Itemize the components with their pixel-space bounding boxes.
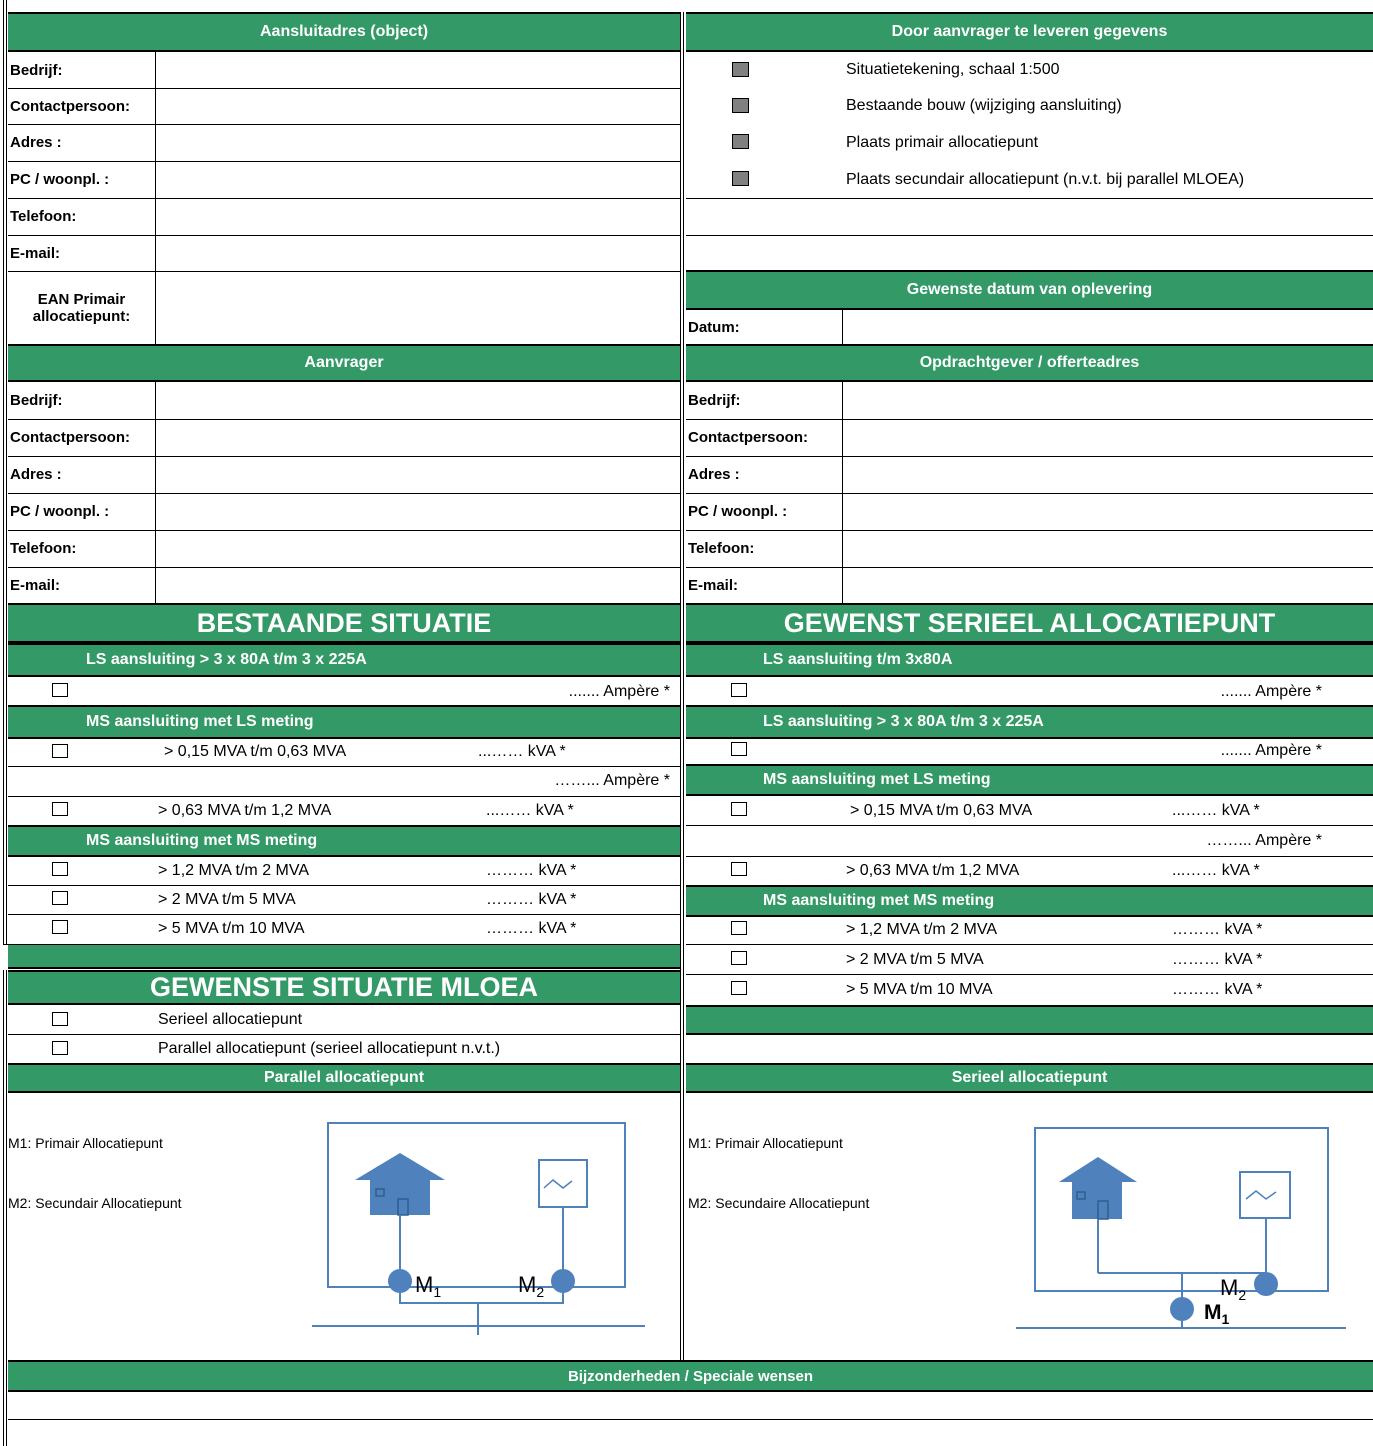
aansluitadres-header-text: Aansluitadres (object): [259, 23, 429, 40]
house-icon: [355, 1153, 445, 1215]
leveren-header-text: Door aanvrager te leveren gegevens: [891, 23, 1168, 40]
aansluitadres-adres-field[interactable]: [156, 124, 680, 161]
gewenst-ls80-header-text: LS aansluiting t/m 3x80A: [763, 651, 953, 668]
leveren-item-4: Plaats secundair allocatiepunt (n.v.t. bij parallel MLOEA): [846, 170, 1245, 188]
aansluitadres-label-bedrijf: Bedrijf:: [10, 61, 63, 79]
aanvrager-label-bedrijf: Bedrijf:: [10, 392, 63, 409]
bestaande-msls-row2-label: > 0,63 MVA t/m 1,2 MVA: [158, 802, 332, 819]
opdrachtgever-label-telefoon: Telefoon:: [688, 540, 755, 557]
generator-icon: [1240, 1172, 1290, 1218]
meter-m1-icon: [388, 1269, 412, 1293]
checkbox-gewenst-ls80[interactable]: [731, 683, 747, 697]
checkbox-bestaande-msms-1[interactable]: [52, 862, 68, 876]
checkbox-bestaande-bouw[interactable]: [732, 98, 749, 113]
checkbox-primair-allocatiepunt[interactable]: [732, 134, 749, 149]
aansluitadres-email-field[interactable]: [156, 235, 680, 271]
bestaande-msls-ampere: ……... Ampère *: [554, 772, 670, 789]
parallel-diagram: [300, 1115, 660, 1335]
m1-label: $M_1$: [1204, 1301, 1230, 1327]
parallel-m2-text: M2: Secundair Allocatiepunt: [8, 1195, 182, 1211]
aansluitadres-telefoon-field[interactable]: [156, 198, 680, 235]
gewenst-msms-header-text: MS aansluiting met MS meting: [763, 892, 995, 909]
bestaande-msms-row2-label: > 2 MVA t/m 5 MVA: [158, 891, 296, 908]
row-line: [686, 235, 1373, 236]
bestaande-msms-row1-label: > 1,2 MVA t/m 2 MVA: [158, 862, 310, 879]
outer-left-border-lower: [3, 970, 7, 1446]
checkbox-serieel[interactable]: [52, 1012, 68, 1026]
serieel-m2-text: M2: Secundaire Allocatiepunt: [688, 1195, 870, 1211]
parallel-header-text: Parallel allocatiepunt: [263, 1069, 425, 1086]
bijzonderheden-header-text: Bijzonderheden / Speciale wensen: [567, 1367, 814, 1385]
bestaande-msms-row1-kva: ……… kVA *: [486, 862, 577, 879]
aanvrager-contactpersoon-field[interactable]: [156, 419, 680, 456]
gewenst-ls225-header-text: LS aansluiting > 3 x 80A t/m 3 x 225A: [763, 713, 1044, 730]
opdrachtgever-label-email: E-mail:: [688, 577, 739, 594]
gewenst-ls80-header: [686, 643, 1373, 677]
gewenst-msms-row3-kva: ……… kVA *: [1172, 981, 1263, 998]
oplevering-datum-field[interactable]: [843, 310, 1373, 344]
opdrachtgever-email-field[interactable]: [843, 567, 1373, 604]
aanvrager-label-contactpersoon: Contactpersoon:: [10, 429, 130, 446]
gewenst-title-text: GEWENST SERIEEL ALLOCATIEPUNT: [783, 607, 1276, 638]
aansluitadres-pc-field[interactable]: [156, 161, 680, 198]
meter-m1-icon: [1170, 1297, 1194, 1321]
aanvrager-telefoon-field[interactable]: [156, 530, 680, 567]
checkbox-gewenst-msls-2[interactable]: [731, 862, 747, 876]
opdrachtgever-header: [686, 344, 1373, 382]
aansluitadres-label-adres: Adres :: [10, 134, 62, 151]
checkbox-gewenst-ls225[interactable]: [731, 742, 747, 756]
gewenst-msls-ampere: ……... Ampère *: [1206, 832, 1322, 849]
bestaande-msms-row3-label: > 5 MVA t/m 10 MVA: [158, 920, 305, 937]
gewenst-msms-row2-kva: ……… kVA *: [1172, 951, 1263, 968]
gewenst-msms-header: [686, 885, 1373, 917]
row-line: [686, 198, 1373, 199]
aansluitadres-contactpersoon-field[interactable]: [156, 88, 680, 124]
green-filler-left: [8, 945, 680, 969]
m2-label: $M_2$: [518, 1272, 545, 1300]
aanvrager-header: [8, 344, 680, 382]
bestaande-msms-header: [8, 825, 680, 857]
aansluitadres-label-pc: PC / woonpl. :: [10, 171, 110, 188]
checkbox-bestaande-ls[interactable]: [52, 683, 68, 697]
ean-label-line2: allocatiepunt:: [32, 307, 131, 325]
aanvrager-header-text: Aanvrager: [304, 354, 384, 371]
checkbox-bestaande-msls-2[interactable]: [52, 802, 68, 816]
aansluitadres-bedrijf-field[interactable]: [156, 52, 680, 88]
opdrachtgever-label-adres: Adres :: [688, 466, 740, 483]
house-icon: [1059, 1157, 1137, 1219]
opdrachtgever-adres-field[interactable]: [843, 456, 1373, 493]
bestaande-msls-header-text: MS aansluiting met LS meting: [86, 713, 314, 730]
bijzonderheden-header: [8, 1360, 1373, 1392]
opdrachtgever-pc-field[interactable]: [843, 493, 1373, 530]
serieel-header-text: Serieel allocatiepunt: [951, 1069, 1108, 1086]
serieel-diagram: [1010, 1115, 1360, 1340]
gewenst-msls-row2-kva: ...…… kVA *: [1172, 862, 1260, 879]
gewenst-ls80-ampere: ....... Ampère *: [1220, 683, 1322, 700]
opdrachtgever-contactpersoon-field[interactable]: [843, 419, 1373, 456]
bestaande-ls-ampere: ....... Ampère *: [568, 683, 670, 700]
aanvrager-label-telefoon: Telefoon:: [10, 540, 77, 557]
serieel-m1-text: M1: Primair Allocatiepunt: [688, 1135, 843, 1151]
oplevering-header: [686, 270, 1373, 310]
checkbox-bestaande-msls-1[interactable]: [52, 744, 68, 758]
ean-label-line1: EAN Primair: [37, 290, 126, 308]
serieel-header: [686, 1063, 1373, 1093]
bestaande-msms-header-text: MS aansluiting met MS meting: [86, 832, 318, 849]
row-line: [686, 944, 1373, 945]
bijzonderheden-line-2[interactable]: [8, 1420, 1373, 1446]
meter-m2-icon: [1254, 1272, 1278, 1296]
m2-label: $M_2$: [1220, 1275, 1247, 1303]
gewenst-ls225-ampere: ....... Ampère *: [1220, 742, 1322, 759]
oplevering-header-text: Gewenste datum van oplevering: [906, 281, 1153, 298]
bestaande-msls-row1-label: > 0,15 MVA t/m 0,63 MVA: [164, 743, 347, 760]
checkbox-bestaande-msms-2[interactable]: [52, 891, 68, 905]
leveren-item-2: Bestaande bouw (wijziging aansluiting): [846, 97, 1122, 114]
aanvrager-label-adres: Adres :: [10, 466, 62, 483]
checkbox-parallel[interactable]: [52, 1041, 68, 1055]
mloea-option-serieel: Serieel allocatiepunt: [158, 1011, 303, 1028]
aansluitadres-label-ean: [8, 271, 155, 344]
mloea-title-text: GEWENSTE SITUATIE MLOEA: [149, 972, 538, 1002]
aanvrager-label-email: E-mail:: [10, 577, 61, 594]
row-line: [686, 974, 1373, 975]
aansluitadres-header: [8, 12, 680, 52]
opdrachtgever-label-contactpersoon: Contactpersoon:: [688, 429, 808, 446]
bestaande-ls-header: [8, 643, 680, 677]
opdrachtgever-label-pc: PC / woonpl. :: [688, 503, 788, 520]
gewenst-msls-row2-label: > 0,63 MVA t/m 1,2 MVA: [846, 862, 1020, 879]
generator-icon: [539, 1160, 587, 1207]
aanvrager-bedrijf-field[interactable]: [156, 382, 680, 419]
gewenst-title: [686, 603, 1373, 643]
gewenst-ls225-header: [686, 705, 1373, 739]
opdrachtgever-label-bedrijf: Bedrijf:: [688, 392, 741, 409]
meter-m2-icon: [551, 1269, 575, 1293]
mloea-option-parallel: Parallel allocatiepunt (serieel allocatiepunt n.v.t.): [158, 1040, 501, 1057]
leveren-header: [686, 12, 1373, 52]
checkbox-gewenst-msls-1[interactable]: [731, 802, 747, 816]
checkbox-secundair-allocatiepunt[interactable]: [732, 171, 749, 186]
bestaande-title-text: BESTAANDE SITUATIE: [196, 607, 492, 638]
checkbox-gewenst-msms-1[interactable]: [731, 921, 747, 935]
gewenst-msms-row1-label: > 1,2 MVA t/m 2 MVA: [846, 921, 998, 938]
bestaande-title: [8, 603, 680, 643]
checkbox-situatietekening[interactable]: [732, 62, 749, 77]
gewenst-msms-row2-label: > 2 MVA t/m 5 MVA: [846, 951, 984, 968]
aanvrager-pc-field[interactable]: [156, 493, 680, 530]
checkbox-gewenst-msms-3[interactable]: [731, 981, 747, 995]
bestaande-msms-row3-kva: ……… kVA *: [486, 920, 577, 937]
bestaande-ls-header-text: LS aansluiting > 3 x 80A t/m 3 x 225A: [86, 651, 367, 668]
center-divider: [680, 12, 684, 1360]
aansluitadres-label-contactpersoon: Contactpersoon:: [10, 97, 130, 115]
aanvrager-label-pc: PC / woonpl. :: [10, 503, 110, 520]
parallel-header: [8, 1063, 680, 1093]
checkbox-gewenst-msms-2[interactable]: [731, 951, 747, 965]
opdrachtgever-bedrijf-field[interactable]: [843, 382, 1373, 419]
opdrachtgever-telefoon-field[interactable]: [843, 530, 1373, 567]
aansluitadres-ean-field[interactable]: [156, 271, 680, 344]
mloea-title: [8, 970, 680, 1005]
leveren-item-3: Plaats primair allocatiepunt: [846, 133, 1039, 151]
bestaande-msls-row1-kva: ...…… kVA *: [478, 743, 566, 760]
gewenst-msms-row3-label: > 5 MVA t/m 10 MVA: [846, 981, 993, 998]
bestaande-msms-row2-kva: ……… kVA *: [486, 891, 577, 908]
aanvrager-adres-field[interactable]: [156, 456, 680, 493]
bestaande-msls-row2-kva: ...…… kVA *: [486, 802, 574, 819]
m1-label: $M_1$: [415, 1272, 442, 1300]
gewenst-msls-header: [686, 764, 1373, 796]
opdrachtgever-header-text: Opdrachtgever / offerteadres: [919, 354, 1140, 371]
bestaande-msls-header: [8, 705, 680, 739]
gewenst-msls-row1-kva: ...…… kVA *: [1172, 802, 1260, 819]
bijzonderheden-line-1[interactable]: [8, 1392, 1373, 1419]
oplevering-label-datum: Datum:: [688, 318, 740, 336]
aansluitadres-label-email: E-mail:: [10, 244, 61, 262]
parallel-m1-text: M1: Primair Allocatiepunt: [8, 1135, 163, 1151]
aanvrager-email-field[interactable]: [156, 567, 680, 604]
gewenst-msms-row1-kva: ……… kVA *: [1172, 921, 1263, 938]
green-filler-right: [686, 1005, 1373, 1035]
gewenst-msls-header-text: MS aansluiting met LS meting: [763, 771, 991, 788]
gewenst-msls-row1-label: > 0,15 MVA t/m 0,63 MVA: [850, 802, 1033, 819]
aansluitadres-label-telefoon: Telefoon:: [10, 208, 77, 225]
outer-left-border: [3, 0, 7, 945]
leveren-item-1: Situatietekening, schaal 1:500: [846, 61, 1060, 78]
checkbox-bestaande-msms-3[interactable]: [52, 920, 68, 934]
